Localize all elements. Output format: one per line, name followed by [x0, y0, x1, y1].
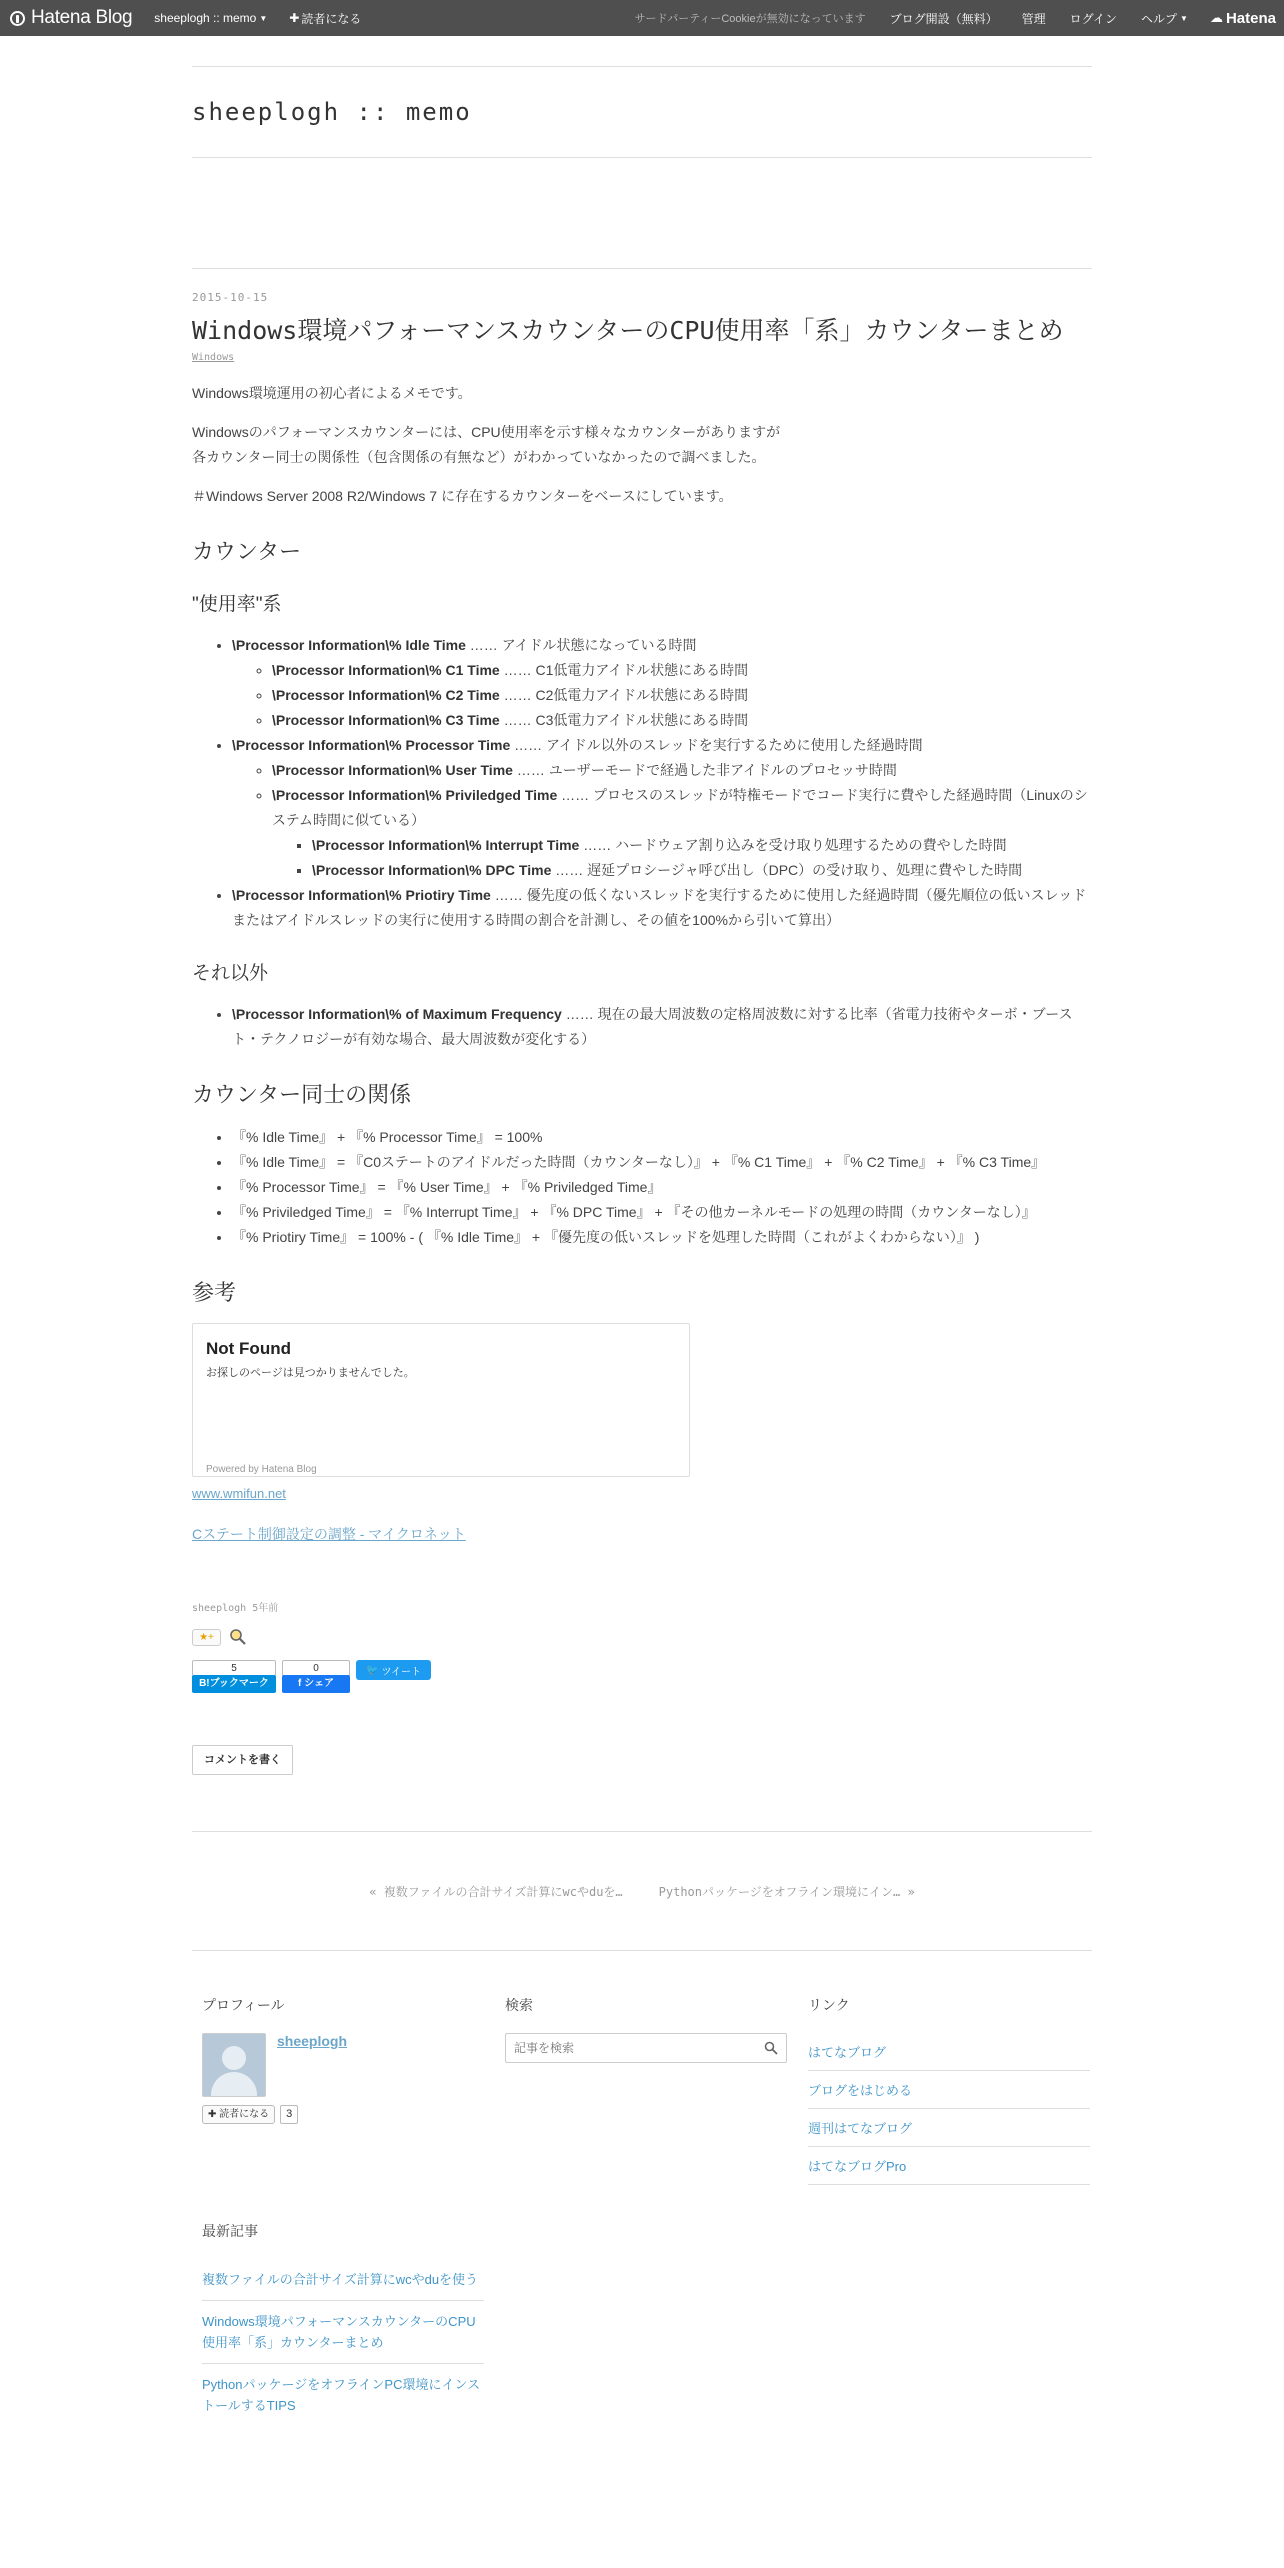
reference-link[interactable]: Cステート制御設定の調整 - マイクロネット	[192, 1526, 466, 1542]
prev-entry-link[interactable]: « 複数ファイルの合計サイズ計算にwcやduを…	[369, 1884, 623, 1899]
list-item: • \Processor Information\% of Maximum Frequency …… 現在の最大周波数の定格周波数に対する比率（省電力技術やターボ・ブースト・テクノロジーが有効な場合、最大周波数が変化する）	[232, 1002, 1092, 1052]
chevron-down-icon: ▼	[259, 13, 268, 23]
recent-entries-widget	[202, 2221, 484, 2426]
recent-entry-link[interactable]: 複数ファイルの合計サイズ計算にwcやduを使う	[202, 2259, 484, 2301]
cookie-notice[interactable]: サードパーティーCookieが無効になっています	[634, 13, 866, 25]
embed-text: お探しのページは見つかりませんでした。	[206, 1367, 415, 1379]
facebook-label: f シェア	[282, 1675, 350, 1693]
add-star-button[interactable]: ★+	[192, 1629, 221, 1646]
search-input[interactable]	[512, 2040, 764, 2056]
facebook-share-button[interactable]	[282, 1660, 350, 1693]
blog-header	[192, 66, 1092, 158]
login-link[interactable]: ログイン	[1069, 11, 1118, 26]
recent-title: 最新記事	[202, 2223, 258, 2239]
note-paragraph: ＃Windows Server 2008 R2/Windows 7 に存在するカウンターをベースにしています。	[192, 488, 733, 504]
list-item: • \Processor Information\% Idle Time …… アイドル状態になっている時間 ◦ \Processor Information\% C1 Time …… C1低電力アイドル状態にある時間 ◦ \Processor Information\% C2 Time …… C2低電力アイドル状態にある時間 ◦ \Processor Information\% C3 Time …… C3低電力アイドル状態にある時間	[232, 633, 1092, 733]
recent-list	[202, 2259, 484, 2426]
section-heading-other: それ以外	[192, 963, 269, 984]
list-item: • \Processor Information\% Priotiry Time …… 優先度の低くないスレッドを実行するために使用した経過時間（優先順位の低いスレッドまたはアイドルスレッドの実行に使用する時間の割合を計測し、その値を100%から引いて算出）	[232, 883, 1092, 933]
subscribe-label: 読者になる	[301, 11, 362, 26]
link-item[interactable]: ブログをはじめる	[808, 2071, 1090, 2109]
list-item: • 『% Priotiry Time』 = 100% - ( 『% Idle Time』 + 『優先度の低いスレッドを処理した時間（これがよくわからない）』 )	[232, 1225, 1092, 1250]
embed-title: Not Found	[206, 1339, 291, 1358]
help-menu[interactable]	[1141, 10, 1188, 27]
list-item: ◦ \Processor Information\% C3 Time …… C3低電力アイドル状態にある時間	[272, 708, 1092, 733]
facebook-count: 0	[282, 1660, 350, 1676]
global-header	[0, 0, 1284, 36]
link-item[interactable]: はてなブログ	[808, 2033, 1090, 2071]
brand-label: Hatena Blog	[31, 7, 133, 28]
intro-paragraph: Windows環境運用の初心者によるメモです。	[192, 385, 472, 401]
bookmark-count: 5	[192, 1660, 276, 1676]
relation-list	[192, 1125, 1092, 1250]
open-blog-link[interactable]: ブログ開設（無料）	[889, 11, 998, 26]
usage-counter-list	[192, 633, 1092, 933]
section-heading-reference: 参考	[192, 1280, 237, 1305]
profile-widget	[202, 1995, 484, 2185]
blog-title[interactable]: sheeplogh :: memo	[192, 98, 472, 126]
subscribe-button[interactable]	[289, 10, 361, 27]
hatena-brand-label: Hatena	[1225, 9, 1276, 27]
search-box	[505, 2033, 787, 2063]
entry-content	[192, 381, 1092, 1547]
hatena-bookmark-button[interactable]	[192, 1660, 276, 1693]
plus-icon: ✚	[289, 11, 300, 25]
chevron-down-icon: ▼	[1180, 13, 1188, 23]
section-heading-relation: カウンター同士の関係	[192, 1082, 412, 1107]
entry-date[interactable]: 2015-10-15	[192, 291, 269, 304]
twitter-bird-icon: 🐦	[366, 1664, 379, 1676]
search-title: 検索	[505, 1997, 533, 2013]
profile-name-link[interactable]: sheeplogh	[277, 2033, 348, 2049]
embed-footer: Powered by Hatena Blog	[206, 1464, 317, 1475]
list-item: • 『% Processor Time』 = 『% User Time』 + 『% Priviledged Time』	[232, 1175, 1092, 1200]
entry-title[interactable]: Windows環境パフォーマンスカウンターのCPU使用率「系」カウンターまとめ	[192, 316, 1064, 345]
link-item[interactable]: 週刊はてなブログ	[808, 2109, 1090, 2147]
embed-card[interactable]	[192, 1323, 690, 1477]
blog-menu[interactable]	[154, 11, 267, 25]
link-item[interactable]: はてなブログPro	[808, 2147, 1090, 2185]
hatena-blog-logo-icon	[10, 11, 25, 26]
blog-menu-label: sheeplogh :: memo	[154, 11, 257, 25]
recent-entry-link[interactable]: PythonパッケージをオフラインPC環境にインストールするTIPS	[202, 2377, 481, 2413]
profile-title: プロフィール	[202, 1997, 285, 2013]
author-line[interactable]: sheeplogh 5年前	[192, 1603, 279, 1614]
write-comment-button[interactable]: コメントを書く	[192, 1745, 293, 1775]
list-item: • 『% Idle Time』 = 『C0ステートのアイドルだった時間（カウンターなし）』 + 『% C1 Time』 + 『% C2 Time』 + 『% C3 Time』	[232, 1150, 1092, 1175]
share-buttons	[192, 1660, 1092, 1693]
avatar[interactable]	[202, 2033, 266, 2097]
list-item: • \Processor Information\% Processor Time …… アイドル以外のスレッドを実行するために使用した経過時間 ◦ \Processor Information\% User Time …… ユーザーモードで経過した非アイドルのプロセッサ時間 ◦ \Processor Information\% Priviledged Time …… プロセスのスレッドが特権モードでコード実行に費やした経過時間（Linuxのシステム時間に似ている） ▪ \Processor Information\% Interrupt Time …… ハードウェア割り込みを受け取り処理するための費やした時間 ▪ \Processor Information\% DPC Time …… 遅延プロシージャ呼び出し（DPC）の受け取り、処理に費やした時間	[232, 733, 1092, 883]
magnifier-icon[interactable]	[229, 1628, 247, 1646]
list-item: ◦ \Processor Information\% User Time …… ユーザーモードで経過した非アイドルのプロセッサ時間	[272, 758, 1092, 783]
intro-line: Windowsのパフォーマンスカウンターには、CPU使用率を示す様々なカウンターがありますが	[192, 424, 781, 440]
page-wrapper	[192, 66, 1092, 2426]
bookmark-label: B!ブックマーク	[192, 1675, 276, 1693]
list-item: • 『% Idle Time』 + 『% Processor Time』 = 100%	[232, 1125, 1092, 1150]
list-item: ▪ \Processor Information\% DPC Time …… 遅延プロシージャ呼び出し（DPC）の受け取り、処理に費やした時間	[312, 858, 1092, 883]
section-heading-counter: カウンター	[192, 539, 302, 564]
list-item: ▪ \Processor Information\% Interrupt Time …… ハードウェア割り込みを受け取り処理するための費やした時間	[312, 833, 1092, 858]
list-item: ◦ \Processor Information\% C2 Time …… C2低電力アイドル状態にある時間	[272, 683, 1092, 708]
tweet-label: ツイート	[381, 1666, 421, 1678]
section-heading-usage: "使用率"系	[192, 594, 282, 615]
list-item: ◦ \Processor Information\% Priviledged Time …… プロセスのスレッドが特権モードでコード実行に費やした経過時間（Linuxのシステム時間に似ている） ▪ \Processor Information\% Interrupt Time …… ハードウェア割り込みを受け取り処理するための費やした時間 ▪ \Processor Information\% DPC Time …… 遅延プロシージャ呼び出し（DPC）の受け取り、処理に費やした時間	[272, 783, 1092, 883]
links-widget	[808, 1995, 1090, 2185]
ad-space	[192, 158, 1092, 269]
hatena-blog-logo[interactable]	[10, 7, 132, 29]
search-icon[interactable]	[764, 2041, 778, 2055]
star-area	[192, 1628, 1092, 1646]
hatena-link[interactable]	[1210, 10, 1284, 27]
list-item: • 『% Priviledged Time』 = 『% Interrupt Time』 + 『% DPC Time』 + 『その他カーネルモードの処理の時間（カウンターなし）』	[232, 1200, 1092, 1225]
intro-line: 各カウンター同士の関係性（包含関係の有無など）がわかっていなかったので調べました。	[192, 449, 766, 465]
links-title: リンク	[808, 1997, 850, 2013]
help-label: ヘルプ	[1141, 11, 1178, 26]
subscribe-reader-button[interactable]: ✚ 読者になる	[202, 2105, 275, 2124]
links-list	[808, 2033, 1090, 2185]
footer-widgets	[192, 1995, 1092, 2185]
entry-pager	[192, 1831, 1092, 1951]
next-entry-link[interactable]: Pythonパッケージをオフライン環境にイン… »	[658, 1884, 915, 1899]
hatena-logo-icon: ☁	[1209, 10, 1223, 25]
manage-link[interactable]: 管理	[1021, 11, 1046, 26]
intro-paragraph	[192, 420, 1092, 470]
recent-entry-link[interactable]: Windows環境パフォーマンスカウンターのCPU使用率「系」カウンターまとめ	[202, 2301, 484, 2364]
search-widget	[505, 1995, 787, 2185]
reference-link[interactable]: www.wmifun.net	[192, 1486, 286, 1501]
other-counter-list	[192, 1002, 1092, 1052]
reader-count[interactable]: 3	[280, 2105, 298, 2124]
list-item: ◦ \Processor Information\% C1 Time …… C1低電力アイドル状態にある時間	[272, 658, 1092, 683]
tweet-button[interactable]	[356, 1660, 431, 1680]
category-link[interactable]: Windows	[192, 352, 235, 363]
